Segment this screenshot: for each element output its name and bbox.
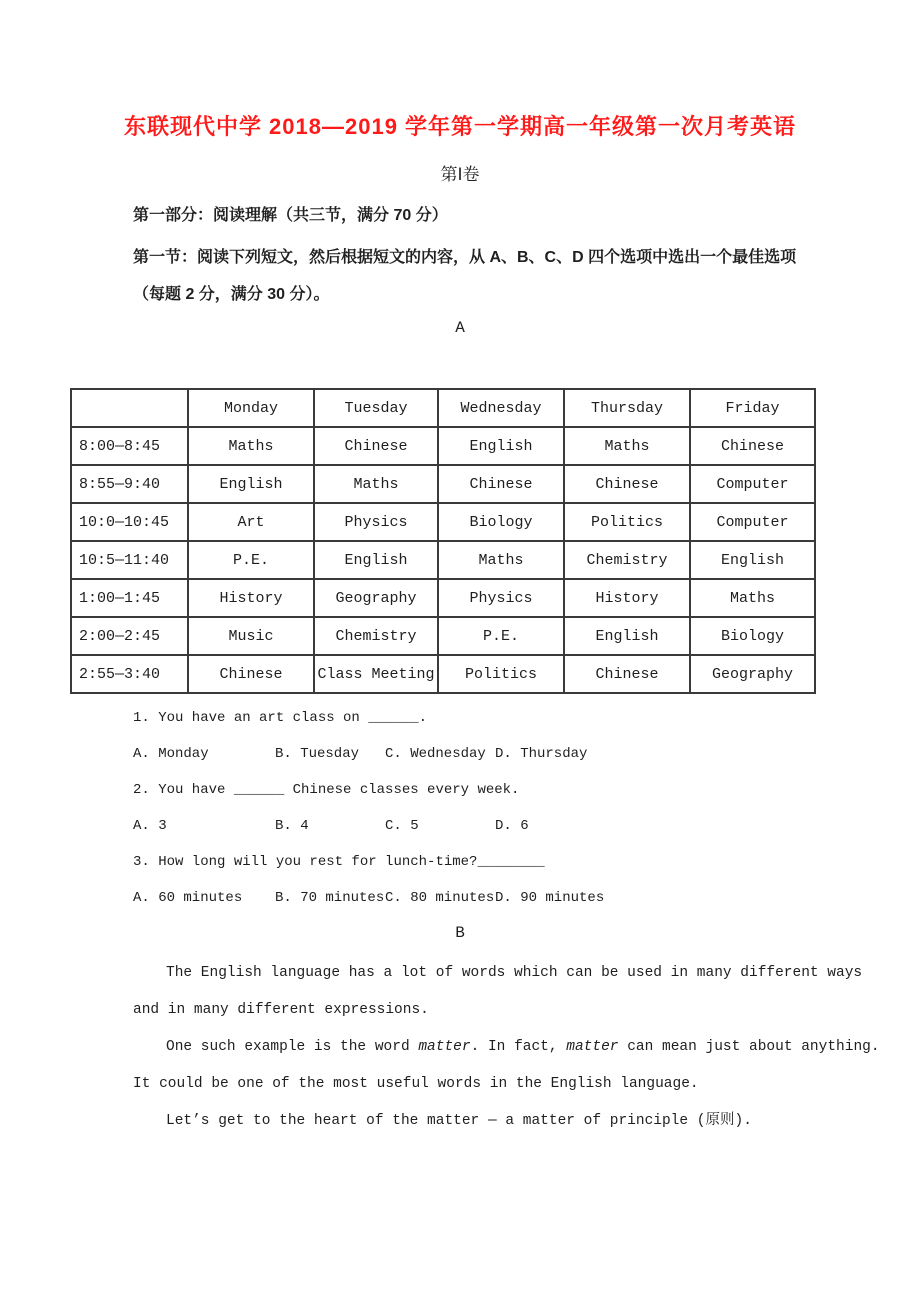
timetable-cell: Chinese [188, 655, 314, 693]
timetable-time: 2:00—2:45 [71, 617, 188, 655]
timetable-cell: English [188, 465, 314, 503]
timetable-cell: English [690, 541, 815, 579]
option-c: C. Wednesday [385, 746, 486, 762]
section-instruction-line1: 第一节：阅读下列短文，然后根据短文的内容，从 A、B、C、D 四个选项中选出一个最佳选项 [133, 249, 797, 266]
timetable-time: 10:5—11:40 [71, 541, 188, 579]
timetable-cell: History [188, 579, 314, 617]
instructions-block [133, 203, 860, 308]
timetable-time: 2:55—3:40 [71, 655, 188, 693]
text-segment: . In fact, [470, 1039, 567, 1055]
timetable-header-thursday: Thursday [564, 389, 690, 427]
timetable-cell: Chinese [438, 465, 564, 503]
timetable-cell: Chinese [564, 465, 690, 503]
timetable-row [71, 579, 815, 617]
timetable-cell: English [314, 541, 438, 579]
timetable [70, 388, 816, 694]
timetable-header-monday: Monday [188, 389, 314, 427]
option-d: D. Thursday [495, 746, 588, 762]
questions-block [133, 703, 860, 913]
timetable-cell: Maths [314, 465, 438, 503]
timetable-cell: P.E. [188, 541, 314, 579]
timetable-row [71, 503, 815, 541]
timetable-cell: Politics [438, 655, 564, 693]
passage-b-paragraph2-line2: It could be one of the most useful words in the English language. [133, 1076, 699, 1092]
timetable-cell: Chemistry [564, 541, 690, 579]
option-b: B. 4 [275, 818, 309, 834]
timetable-row [71, 617, 815, 655]
volume-heading: 第Ⅰ卷 [440, 165, 480, 184]
timetable-cell: English [438, 427, 564, 465]
timetable-cell: Class Meeting [314, 655, 438, 693]
section-instruction-line2: （每题 2 分，满分 30 分）。 [133, 286, 330, 303]
timetable-cell: P.E. [438, 617, 564, 655]
passage-b-paragraph1-line1: The English language has a lot of words which can be used in many different ways [166, 965, 863, 981]
timetable-cell: Chinese [314, 427, 438, 465]
page-title: 东联现代中学 2018—2019 学年第一学期高一年级第一次月考英语 [123, 114, 797, 139]
timetable-header-friday: Friday [690, 389, 815, 427]
timetable-time: 8:55—9:40 [71, 465, 188, 503]
option-d: D. 6 [495, 818, 529, 834]
timetable-row [71, 427, 815, 465]
timetable-header-wednesday: Wednesday [438, 389, 564, 427]
question-2-options [133, 811, 860, 841]
timetable-cell: Chinese [690, 427, 815, 465]
timetable-cell: Computer [690, 465, 815, 503]
part-heading: 第一部分：阅读理解（共三节，满分 70 分） [133, 207, 448, 224]
option-c: C. 5 [385, 818, 419, 834]
timetable-cell: Physics [438, 579, 564, 617]
option-c: C. 80 minutes [385, 890, 495, 906]
text-segment: can mean just about anything. [618, 1039, 880, 1055]
timetable-cell: Computer [690, 503, 815, 541]
option-a: A. 60 minutes [133, 890, 243, 906]
timetable-header-row [71, 389, 815, 427]
timetable-cell: Maths [438, 541, 564, 579]
timetable-header-time [71, 389, 188, 427]
timetable-cell: Maths [564, 427, 690, 465]
text-segment-italic: matter [566, 1039, 619, 1055]
timetable-row [71, 465, 815, 503]
timetable-cell: Music [188, 617, 314, 655]
timetable-cell: English [564, 617, 690, 655]
timetable-time: 8:00—8:45 [71, 427, 188, 465]
option-d: D. 90 minutes [495, 890, 605, 906]
timetable-cell: Maths [188, 427, 314, 465]
timetable-cell: Politics [564, 503, 690, 541]
timetable-cell: Geography [314, 579, 438, 617]
timetable-time: 1:00—1:45 [71, 579, 188, 617]
timetable-cell: Biology [438, 503, 564, 541]
timetable-cell: Art [188, 503, 314, 541]
question-3-options [133, 883, 860, 913]
question-2-stem: 2. You have ______ Chinese classes every week. [133, 782, 520, 798]
passage-b-paragraph1-line2: and in many different expressions. [133, 1002, 429, 1018]
timetable-row [71, 655, 815, 693]
question-3-stem: 3. How long will you rest for lunch-time?________ [133, 854, 545, 870]
passage-b-text [133, 959, 880, 1135]
passage-b-paragraph3: Let’s get to the heart of the matter — a matter of principle (原则). [166, 1113, 752, 1129]
option-a: A. Monday [133, 746, 209, 762]
text-segment: One such example is the word [166, 1039, 419, 1055]
passage-b-label: B [455, 924, 465, 942]
timetable-cell: Biology [690, 617, 815, 655]
timetable-header-tuesday: Tuesday [314, 389, 438, 427]
passage-b-paragraph2-line1 [133, 1033, 880, 1061]
option-a: A. 3 [133, 818, 167, 834]
timetable-time: 10:0—10:45 [71, 503, 188, 541]
timetable-cell: Chemistry [314, 617, 438, 655]
timetable-row [71, 541, 815, 579]
timetable-cell: History [564, 579, 690, 617]
timetable-cell: Physics [314, 503, 438, 541]
question-1-options [133, 739, 860, 769]
question-1-stem: 1. You have an art class on ______. [133, 710, 428, 726]
text-segment-italic: matter [418, 1039, 471, 1055]
passage-a-label: A [455, 319, 465, 337]
timetable-cell: Geography [690, 655, 815, 693]
timetable-cell: Chinese [564, 655, 690, 693]
timetable-cell: Maths [690, 579, 815, 617]
option-b: B. 70 minutes [275, 890, 385, 906]
option-b: B. Tuesday [275, 746, 360, 762]
